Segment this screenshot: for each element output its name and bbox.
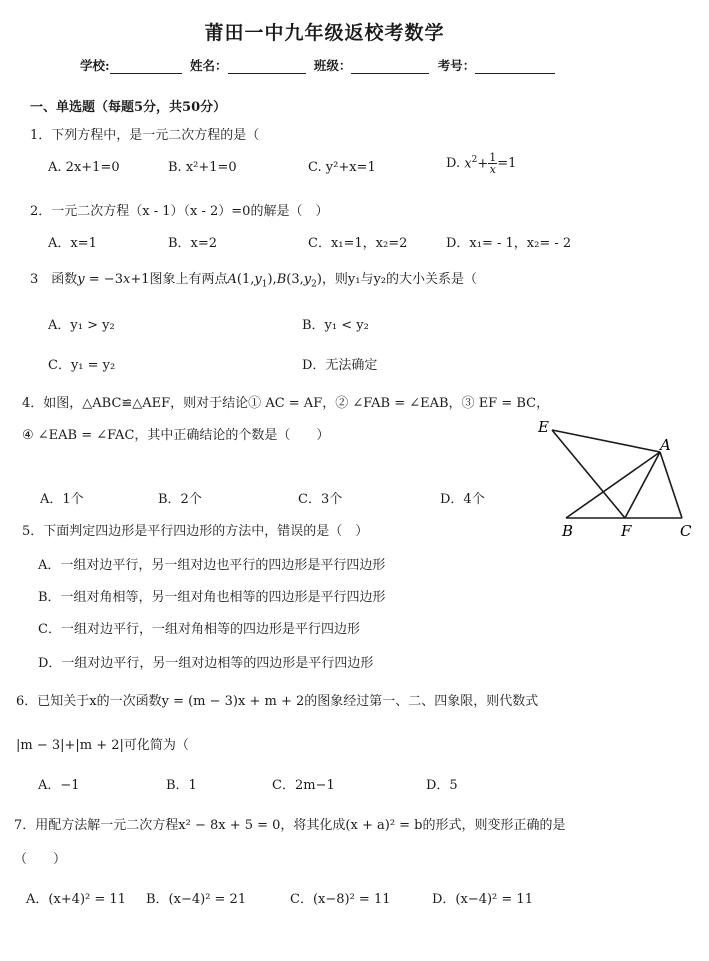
q7-option-a[interactable]: A．(x+4)² = 11 [26, 892, 126, 907]
name-field[interactable] [228, 59, 306, 74]
question-7-stem: 7．用配方法解一元二次方程x² − 8x + 5 = 0，将其化成(x + a)² = b的形式，则变形正确的是 [14, 818, 566, 833]
class-label: 班级： [313, 58, 352, 73]
q6-option-c[interactable]: C．2m−1 [272, 778, 335, 793]
q2-option-d[interactable]: D．x₁= - 1，x₂= - 2 [446, 236, 572, 251]
q6-option-b[interactable]: B．1 [166, 778, 197, 793]
q6-option-a[interactable]: A．−1 [38, 778, 80, 793]
q4-option-d[interactable]: D．4个 [440, 492, 485, 507]
exam-no-field[interactable] [475, 59, 555, 74]
q4-option-a[interactable]: A．1个 [40, 492, 84, 507]
q4-option-b[interactable]: B．2个 [158, 492, 202, 507]
question-3-stem: 3 函数y = −3x+1图象上有两点$A(1,y_1),B(3,y_2)$，则y₁与y₂的大小关系是（ [30, 272, 478, 290]
question-6-stem-line2: |m − 3|+|m + 2|可化简为（ [16, 738, 189, 753]
triangle-figure [530, 412, 705, 542]
class-field[interactable] [351, 59, 429, 74]
q2-option-a[interactable]: A．x=1 [48, 236, 97, 251]
section-heading: 一、单选题（每题5分，共50分） [30, 100, 227, 115]
q2-option-c[interactable]: C．x₁=1，x₂=2 [308, 236, 408, 251]
question-7-stem-line2: （ ） [14, 852, 67, 867]
school-field[interactable] [110, 59, 182, 74]
vertex-label-a: A [660, 436, 671, 454]
school-label: 学校: [80, 58, 110, 73]
q1-option-a[interactable]: A. 2x+1=0 [48, 160, 120, 175]
q3-option-a[interactable]: A．y₁ > y₂ [48, 318, 115, 333]
q1-option-c[interactable]: C. y²+x=1 [308, 160, 376, 175]
q7-option-b[interactable]: B．(x−4)² = 21 [146, 892, 247, 907]
vertex-label-e: E [538, 418, 549, 436]
q7-option-c[interactable]: C．(x−8)² = 11 [290, 892, 391, 907]
question-4-stem-line1: 4．如图，△ABC≌△AEF，则对于结论① AC = AF，② ∠FAB = ∠EAB，③ EF = BC， [22, 396, 550, 411]
vertex-label-f: F [621, 522, 632, 540]
student-info-row [80, 56, 559, 74]
question-4-stem-line2: ④ ∠EAB = ∠FAC，其中正确结论的个数是（ ） [22, 428, 330, 443]
q1-option-d[interactable]: D. $x^2+$ $\frac{1}{x}$ =1 [446, 151, 517, 176]
question-6-stem: 6．已知关于x的一次函数y = (m − 3)x + m + 2的图象经过第一、二、四象限，则代数式 [16, 694, 539, 709]
exam-no-label: 考号： [437, 58, 476, 73]
segment-ac [660, 452, 682, 518]
question-1-stem: 1．下列方程中，是一元二次方程的是（ [30, 128, 260, 143]
q3-option-d[interactable]: D．无法确定 [302, 358, 378, 373]
q3-option-b[interactable]: B．y₁ < y₂ [302, 318, 369, 333]
q5-option-b[interactable]: B．一组对角相等，另一组对角也相等的四边形是平行四边形 [38, 590, 386, 605]
q4-option-c[interactable]: C．3个 [298, 492, 343, 507]
q3-option-c[interactable]: C．y₁ = y₂ [48, 358, 116, 373]
segment-ab [566, 452, 660, 518]
q5-option-a[interactable]: A．一组对边平行，另一组对边也平行的四边形是平行四边形 [38, 558, 386, 573]
page-title: 莆田一中九年级返校考数学 [204, 22, 445, 44]
q5-option-d[interactable]: D．一组对边平行，另一组对边相等的四边形是平行四边形 [38, 656, 374, 671]
name-label: 姓名： [189, 58, 228, 73]
q2-option-b[interactable]: B．x=2 [168, 236, 218, 251]
segment-af [625, 452, 660, 518]
question-2-stem: 2．一元二次方程（x - 1）（x - 2）=0的解是（ ） [30, 204, 329, 219]
q5-option-c[interactable]: C．一组对边平行，一组对角相等的四边形是平行四边形 [38, 622, 360, 637]
q1-option-b[interactable]: B. x²+1=0 [168, 160, 237, 175]
q6-option-d[interactable]: D．5 [426, 778, 458, 793]
question-5-stem: 5．下面判定四边形是平行四边形的方法中，错误的是（ ） [22, 524, 369, 539]
q7-option-d[interactable]: D．(x−4)² = 11 [432, 892, 533, 907]
vertex-label-b: B [562, 522, 574, 540]
vertex-label-c: C [680, 522, 692, 540]
